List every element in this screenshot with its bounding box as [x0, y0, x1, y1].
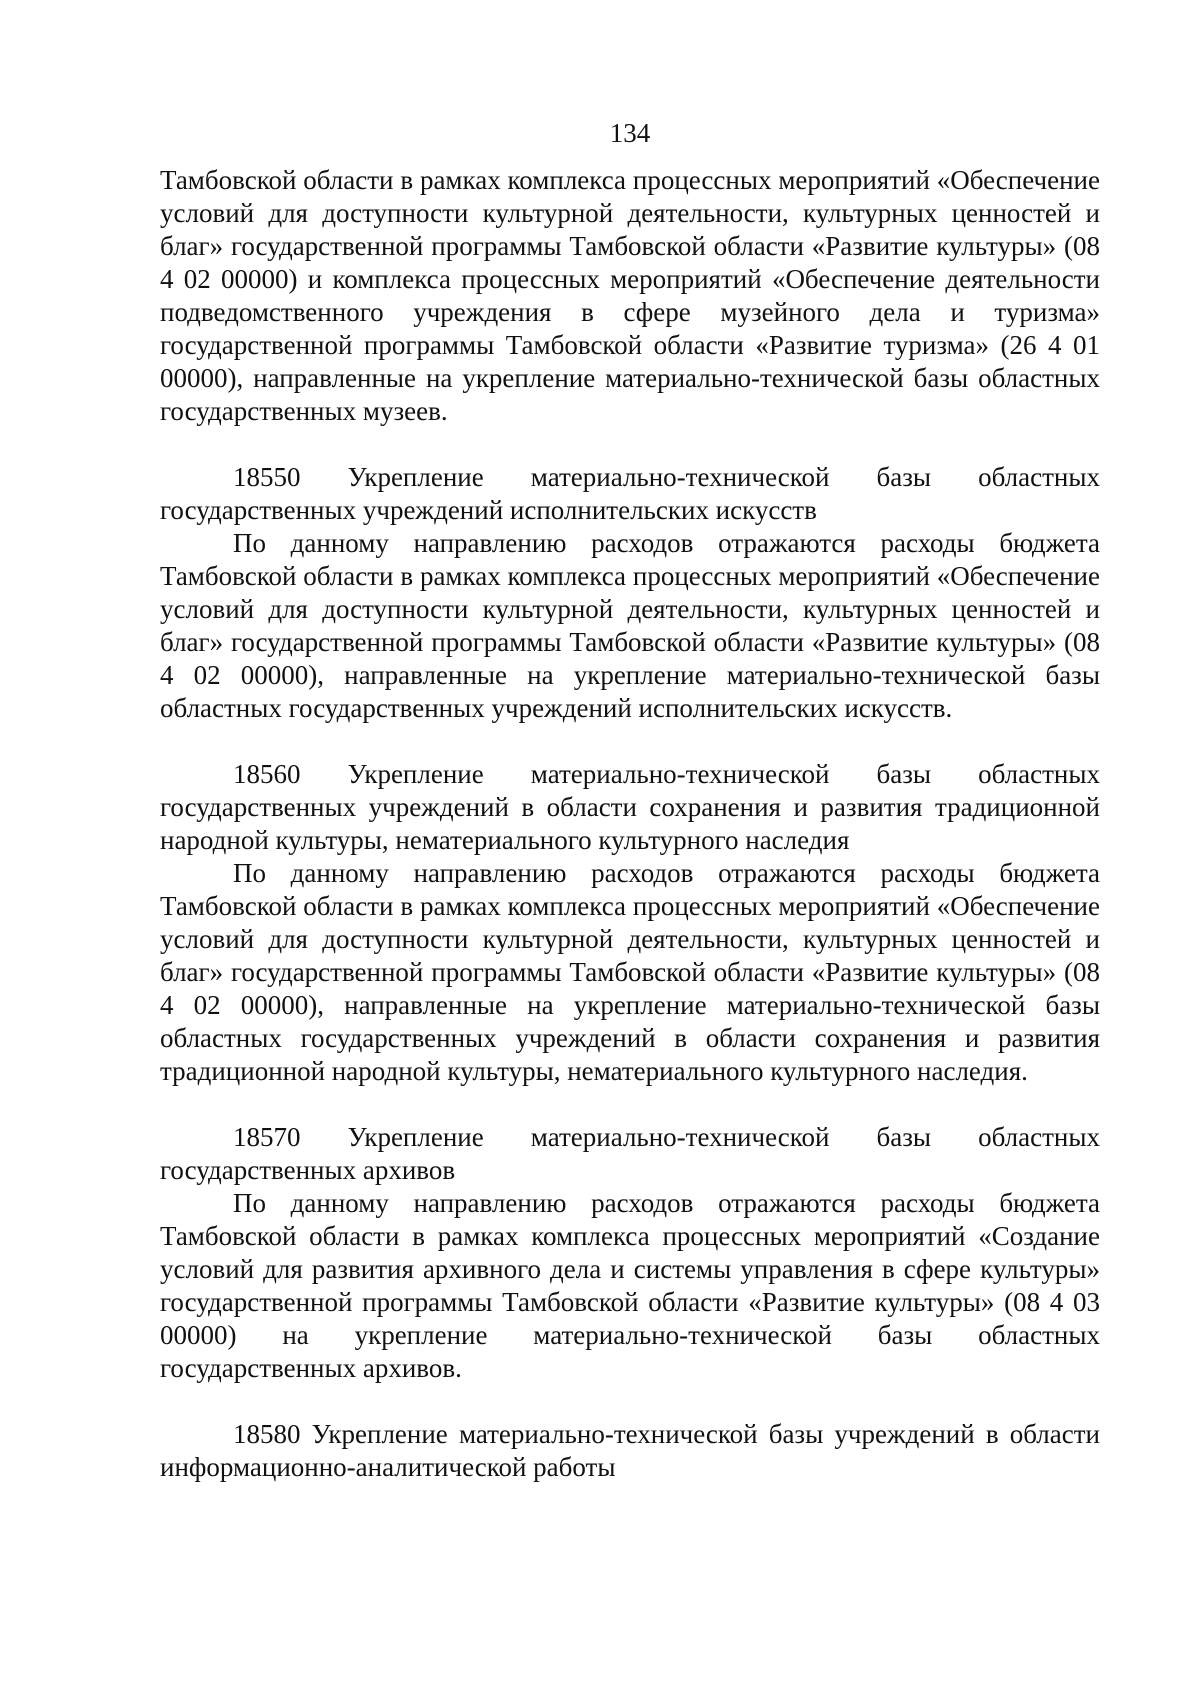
- page-number: 134: [609, 118, 651, 148]
- section-heading-18580: 18580 Укрепление материально-технической базы учреждений в области информационно-аналитической работы: [160, 1419, 1100, 1482]
- section-heading-18560: 18560 Укрепление материально-технической базы областных государственных учреждений в области сохранения и развития традиционной народной культуры, нематериального культурного наследия: [160, 759, 1100, 855]
- paragraph-18550: По данному направлению расходов отражаются расходы бюджета Тамбовской области в рамках комплекса процессных мероприятий «Обеспечение условий для доступности культурной деятельности, культурных ценностей и благ» государственной программы Тамбовской области «Развитие культуры» (08 4 02 00000), направленные на укрепление материально-технической базы областных государственных учреждений исполнительских искусств.: [160, 528, 1100, 723]
- paragraph-18570: По данному направлению расходов отражаются расходы бюджета Тамбовской области в рамках комплекса процессных мероприятий «Создание условий для развития архивного дела и системы управления в сфере культуры» государственной программы Тамбовской области «Развитие культуры» (08 4 03 00000) на укрепление материально-технической базы областных государственных архивов.: [160, 1188, 1100, 1383]
- paragraph-continuation: Тамбовской области в рамках комплекса процессных мероприятий «Обеспечение условий для доступности культурной деятельности, культурных ценностей и благ» государственной программы Тамбовской области «Развитие культуры» (08 4 02 00000) и комплекса процессных мероприятий «Обеспечение деятельности подведомственного учреждения в сфере музейного дела и туризма» государственной программы Тамбовской области «Развитие туризма» (26 4 01 00000), направленные на укрепление материально-технической базы областных государственных музеев.: [160, 165, 1100, 426]
- section-heading-18570: 18570 Укрепление материально-технической базы областных государственных архивов: [160, 1122, 1100, 1185]
- section-heading-18550: 18550 Укрепление материально-технической базы областных государственных учреждений исполнительских искусств: [160, 462, 1100, 525]
- document-body: [160, 164, 1100, 1484]
- paragraph-18560: По данному направлению расходов отражаются расходы бюджета Тамбовской области в рамках комплекса процессных мероприятий «Обеспечение условий для доступности культурной деятельности, культурных ценностей и благ» государственной программы Тамбовской области «Развитие культуры» (08 4 02 00000), направленные на укрепление материально-технической базы областных государственных учреждений в области сохранения и развития традиционной народной культуры, нематериального культурного наследия.: [160, 858, 1100, 1086]
